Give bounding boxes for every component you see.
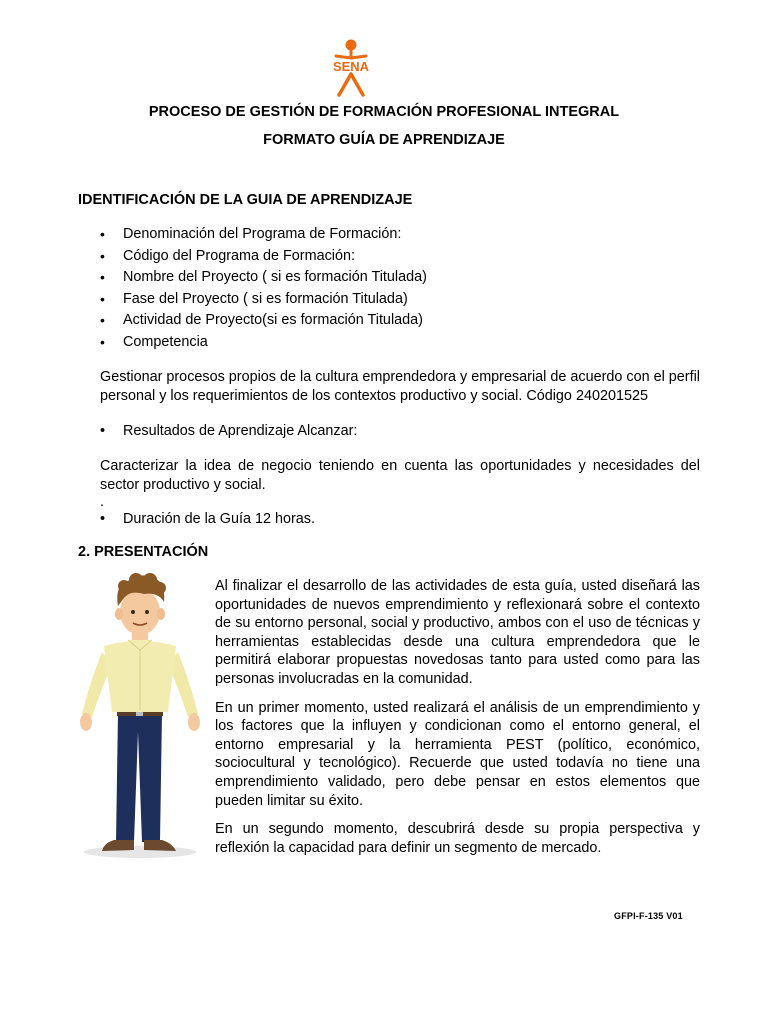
resultados-bullet: • Resultados de Aprendizaje Alcanzar: — [100, 423, 358, 439]
duracion-bullet: • Duración de la Guía 12 horas. — [100, 511, 315, 527]
form-code: GFPI-F-135 V01 — [614, 911, 683, 921]
list-item: • Actividad de Proyecto(si es formación Titulada) — [100, 310, 427, 332]
competencia-text: Gestionar procesos propios de la cultura emprendedora y empresarial de acuerdo con el perfil personal y los requerimientos de los contextos productivo y social. Código 240201525 — [100, 369, 700, 404]
stray-dot: . — [100, 493, 104, 509]
list-item: • Denominación del Programa de Formación: — [100, 224, 427, 246]
section-heading-identificacion: IDENTIFICACIÓN DE LA GUIA DE APRENDIZAJE — [78, 192, 413, 208]
resultados-text: Caracterizar la idea de negocio teniendo en cuenta las oportunidades y necesidades del sector productivo y social. — [100, 458, 700, 493]
document-title: PROCESO DE GESTIÓN DE FORMACIÓN PROFESIONAL INTEGRAL — [148, 104, 620, 120]
sena-logo — [322, 38, 382, 98]
document-subtitle: FORMATO GUÍA DE APRENDIZAJE — [263, 132, 505, 148]
list-item: • Código del Programa de Formación: — [100, 246, 427, 268]
person-illustration — [72, 572, 208, 862]
logo-text: SENA — [332, 59, 370, 74]
section-heading-presentacion: 2. PRESENTACIÓN — [78, 544, 209, 560]
list-item: • Nombre del Proyecto ( si es formación Titulada) — [100, 267, 427, 289]
identification-list — [100, 224, 427, 354]
list-item: • Competencia — [100, 332, 427, 354]
presentation-text: Al finalizar el desarrollo de las actividades de esta guía, usted diseñará las oportunidades de nuevos emprendimiento y reflexionará sobre el contexto de su entorno personal, social y productivo, ambos con el uso de técnicas y herramientas establecidas desde una cultura emprendedora que le permitirá elaborar propuestas novedosas tanto para usted como para las personas involucradas en la comunidad. En un primer momento, usted realizará el análisis de un emprendimiento y los factores que la influyen y condicionan como el entorno general, el entorno empresarial y la herramienta PEST (político, económico, sociocultural y tecnológico). Recuerde que usted todavía no tiene una emprendimiento validado, pero debe pensar en estos elementos que pueden limitar su éxito. En un segundo momento, descubrirá desde su propia perspectiva y reflexión la capacidad para definir un segmento de mercado. — [215, 578, 700, 856]
list-item: • Fase del Proyecto ( si es formación Titulada) — [100, 289, 427, 311]
